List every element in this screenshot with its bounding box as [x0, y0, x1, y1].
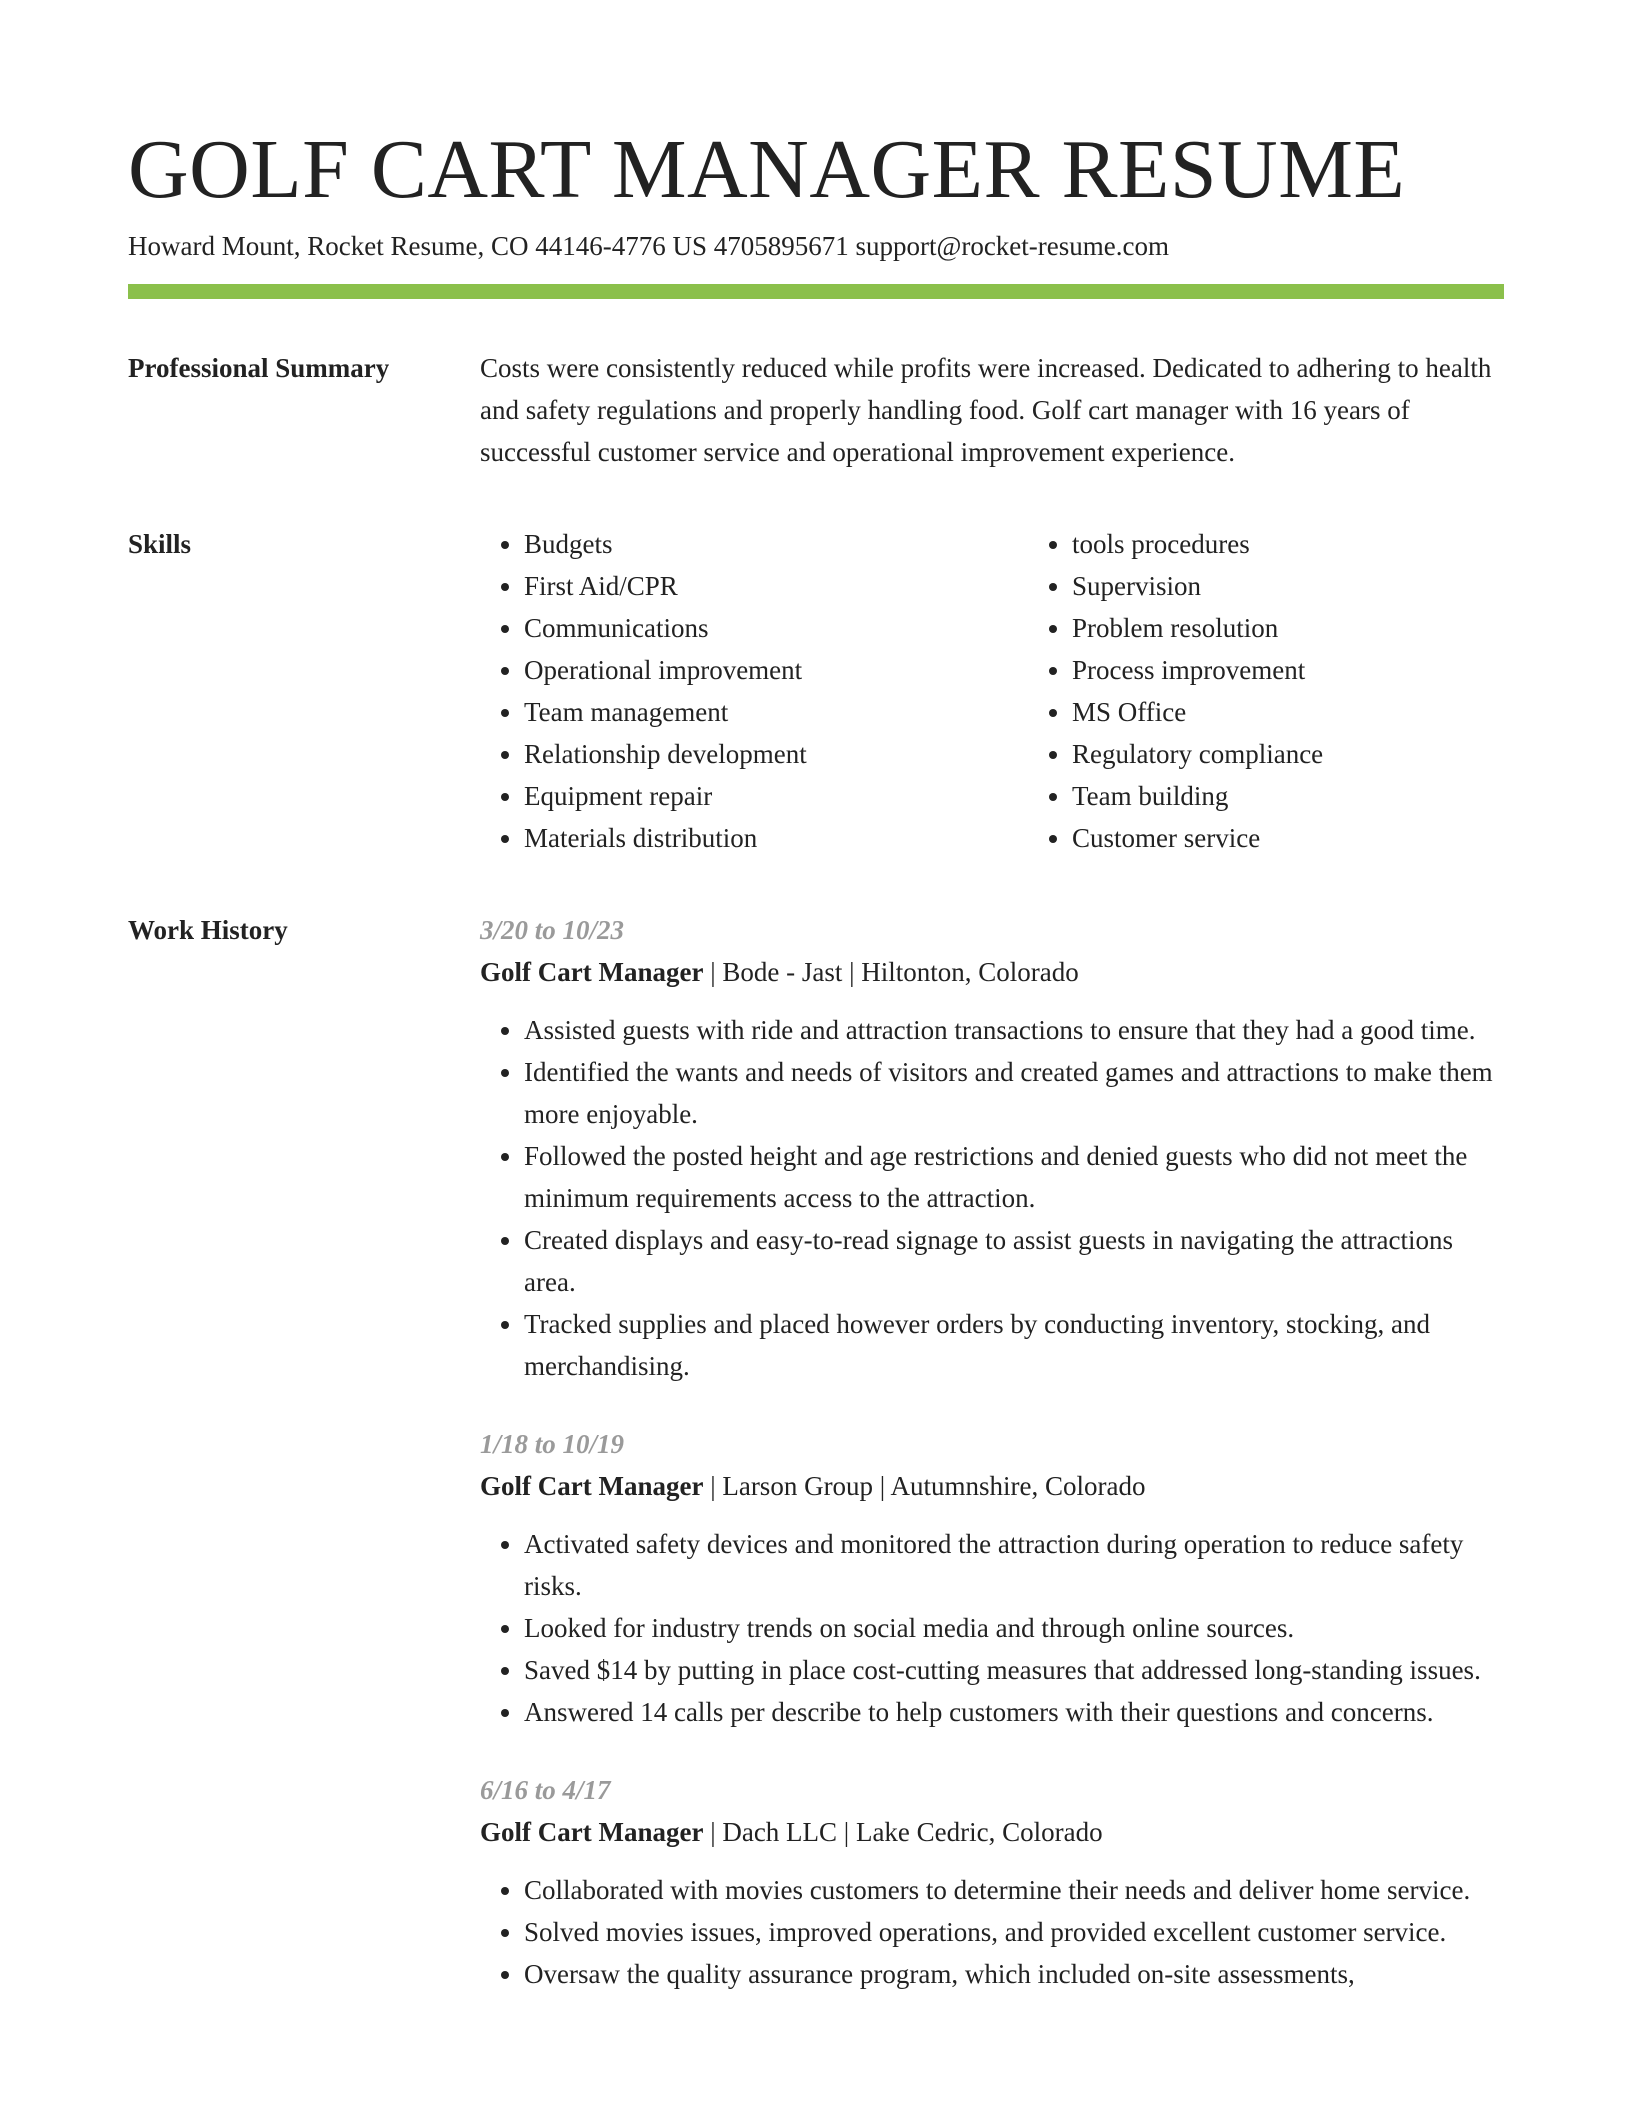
job-bullet: • Created displays and easy-to-read signage to assist guests in navigating the attractions area. [524, 1219, 1504, 1303]
skill-item: • Materials distribution [524, 817, 1028, 859]
job-bullets [480, 1523, 1504, 1733]
skill-item: • Team management [524, 691, 1028, 733]
skill-item: • Equipment repair [524, 775, 1028, 817]
job-bullet: • Solved movies issues, improved operations, and provided excellent customer service. [524, 1911, 1504, 1953]
job-bullet: • Identified the wants and needs of visitors and created games and attractions to make them more enjoyable. [524, 1051, 1504, 1135]
contact-line [128, 228, 1504, 264]
skills-heading: Skills [128, 529, 192, 559]
job-bullet: • Tracked supplies and placed however orders by conducting inventory, stocking, and merchandising. [524, 1303, 1504, 1387]
skill-item: • tools procedures [1072, 523, 1576, 565]
job-bullets [480, 1869, 1504, 1995]
job-bullet: • Saved $14 by putting in place cost-cutting measures that addressed long-standing issues. [524, 1649, 1504, 1691]
skills-list-right [1028, 523, 1576, 859]
job-header [480, 1465, 1504, 1507]
resume-page [128, 120, 1504, 1995]
contact-email: support@rocket-resume.com [855, 231, 1169, 261]
skill-item: • Team building [1072, 775, 1576, 817]
skill-item: • First Aid/CPR [524, 565, 1028, 607]
job-title: Golf Cart Manager [480, 1471, 704, 1501]
job-header [480, 951, 1504, 993]
job-bullet: • Activated safety devices and monitored the attraction during operation to reduce safety risks. [524, 1523, 1504, 1607]
job-bullet: • Answered 14 calls per describe to help customers with their questions and concerns. [524, 1691, 1504, 1733]
skill-item: • Relationship development [524, 733, 1028, 775]
skill-item: • Budgets [524, 523, 1028, 565]
job-bullet: • Oversaw the quality assurance program, which included on-site assessments, [524, 1953, 1504, 1995]
skill-item: • Regulatory compliance [1072, 733, 1576, 775]
work-history-section [128, 909, 1504, 1995]
job-entry [480, 1423, 1504, 1733]
job-bullet: • Followed the posted height and age restrictions and denied guests who did not meet the minimum requirements access to the attraction. [524, 1135, 1504, 1219]
job-dates: 1/18 to 10/19 [480, 1429, 625, 1459]
skill-item: • Process improvement [1072, 649, 1576, 691]
job-entry [480, 1769, 1504, 1995]
skill-item: • Communications [524, 607, 1028, 649]
job-title: Golf Cart Manager [480, 1817, 704, 1847]
contact-phone: 4705895671 [713, 231, 849, 261]
skill-item: • MS Office [1072, 691, 1576, 733]
job-bullet: • Looked for industry trends on social media and through online sources. [524, 1607, 1504, 1649]
skill-item: • Customer service [1072, 817, 1576, 859]
skills-list-left [480, 523, 1028, 859]
job-entry [480, 909, 1504, 1387]
skill-item: • Problem resolution [1072, 607, 1576, 649]
job-details: | Dach LLC | Lake Cedric, Colorado [703, 1817, 1103, 1847]
skill-item: • Supervision [1072, 565, 1576, 607]
summary-text: Costs were consistently reduced while profits were increased. Dedicated to adhering to health and safety regulations and properly handling food. Golf cart manager with 16 years of successful customer service and operational improvement experience. [480, 353, 1492, 467]
job-details: | Larson Group | Autumnshire, Colorado [703, 1471, 1146, 1501]
job-header [480, 1811, 1504, 1853]
job-bullet: • Assisted guests with ride and attraction transactions to ensure that they had a good time. [524, 1009, 1504, 1051]
accent-divider [128, 284, 1504, 299]
job-bullets [480, 1009, 1504, 1387]
skill-item: • Operational improvement [524, 649, 1028, 691]
resume-title: GOLF CART MANAGER RESUME [128, 123, 1406, 216]
work-history-heading: Work History [128, 915, 288, 945]
summary-section [128, 347, 1504, 473]
job-dates: 3/20 to 10/23 [480, 915, 625, 945]
job-dates: 6/16 to 4/17 [480, 1775, 611, 1805]
contact-address: Howard Mount, Rocket Resume, CO 44146-4776 US [128, 231, 707, 261]
skills-section [128, 523, 1504, 859]
job-bullet: • Collaborated with movies customers to determine their needs and deliver home service. [524, 1869, 1504, 1911]
summary-heading: Professional Summary [128, 353, 390, 383]
job-details: | Bode - Jast | Hiltonton, Colorado [703, 957, 1079, 987]
job-title: Golf Cart Manager [480, 957, 704, 987]
